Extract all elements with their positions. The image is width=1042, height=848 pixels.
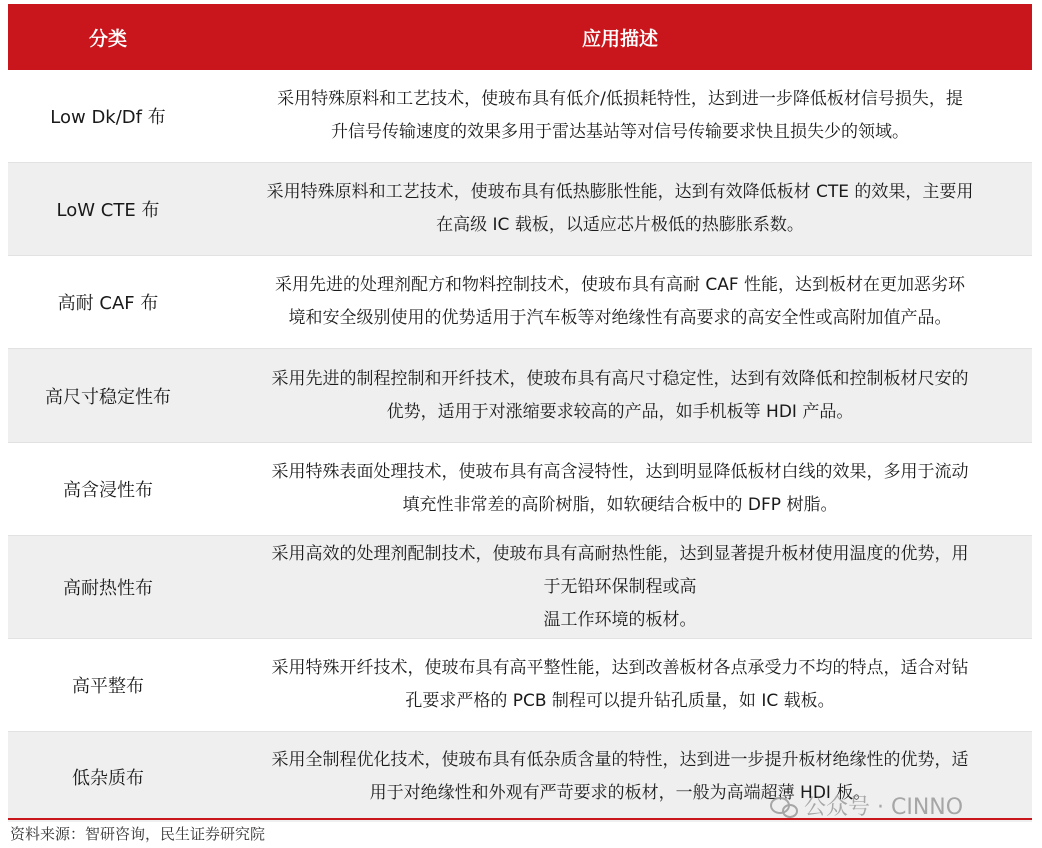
row-description <box>208 269 1032 335</box>
source-note: 资料来源：智研咨询，民生证券研究院 <box>10 825 266 843</box>
table-row <box>8 163 1032 256</box>
description-line: 采用全制程优化技术，使玻布具有低杂质含量的特性，达到进一步提升板材绝缘性的优势，适 <box>271 750 969 770</box>
description-line: 采用特殊表面处理技术，使玻布具有高含浸特性，达到明显降低板材白线的效果，多用于流动 <box>271 462 969 482</box>
row-description <box>208 456 1032 522</box>
description-line: 境和安全级别使用的优势适用于汽车板等对绝缘性有高要求的高安全性或高附加值产品。 <box>288 308 952 328</box>
description-line: 在高级 IC 载板，以适应芯片极低的热膨胀系数。 <box>436 215 804 235</box>
description-line: 采用先进的处理剂配方和物料控制技术，使玻布具有高耐 CAF 性能，达到板材在更加恶劣环 <box>274 275 966 295</box>
row-category: 高含浸性布 <box>63 480 153 501</box>
description-line: 温工作环境的板材。 <box>543 609 697 630</box>
row-category: 低杂质布 <box>72 768 144 789</box>
table-row <box>8 256 1032 349</box>
description-line: 采用高效的处理剂配制技术，使玻布具有高耐热性能，达到显著提升板材使用温度的优势，用 <box>271 543 969 564</box>
row-category: 高尺寸稳定性布 <box>45 386 171 408</box>
row-description <box>208 538 1032 637</box>
row-description <box>208 176 1032 242</box>
table-row <box>8 536 1032 639</box>
description-line: 优势，适用于对涨缩要求较高的产品，如手机板等 HDI 产品。 <box>386 401 854 422</box>
description-line: 升信号传输速度的效果多用于雷达基站等对信号传输要求快且损失少的领域。 <box>331 122 909 142</box>
description-line: 于无铅环保制程或高 <box>543 576 697 597</box>
watermark <box>770 790 963 821</box>
row-description <box>208 363 1032 429</box>
table-row <box>8 639 1032 732</box>
watermark-text: 公众号 · CINNO <box>804 795 964 820</box>
description-line: 采用特殊开纤技术，使玻布具有高平整性能，达到改善板材各点承受力不均的特点，适合对钻 <box>271 658 969 678</box>
table-row <box>8 70 1032 163</box>
table-header <box>8 4 1032 70</box>
wechat-icon <box>770 795 798 817</box>
description-line: 采用先进的制程控制和开纤技术，使玻布具有高尺寸稳定性，达到有效降低和控制板材尺安的 <box>271 368 969 389</box>
row-category: 高耐热性布 <box>63 578 153 599</box>
row-description <box>208 83 1032 149</box>
row-category: 高平整布 <box>72 676 144 697</box>
description-line: 采用特殊原料和工艺技术，使玻布具有低热膨胀性能，达到有效降低板材 CTE 的效果，主要用 <box>266 182 974 202</box>
table-row <box>8 443 1032 536</box>
row-category: Low Dk/Df 布 <box>50 107 166 128</box>
row-category: LoW CTE 布 <box>56 200 160 221</box>
description-line: 填充性非常差的高阶树脂，如软硬结合板中的 DFP 树脂。 <box>402 495 838 515</box>
header-category: 分类 <box>88 27 127 50</box>
description-line: 孔要求严格的 PCB 制程可以提升钻孔质量，如 IC 载板。 <box>405 691 835 711</box>
row-category: 高耐 CAF 布 <box>57 293 159 314</box>
row-description <box>208 652 1032 718</box>
table-row <box>8 349 1032 443</box>
header-description: 应用描述 <box>581 27 658 50</box>
application-table <box>8 4 1032 822</box>
description-line: 采用特殊原料和工艺技术，使玻布具有低介/低损耗特性，达到进一步降低板材信号损失，提 <box>277 89 963 109</box>
description-line: 用于对绝缘性和外观有严苛要求的板材，一般为高端超薄 HDI 板。 <box>369 783 871 803</box>
